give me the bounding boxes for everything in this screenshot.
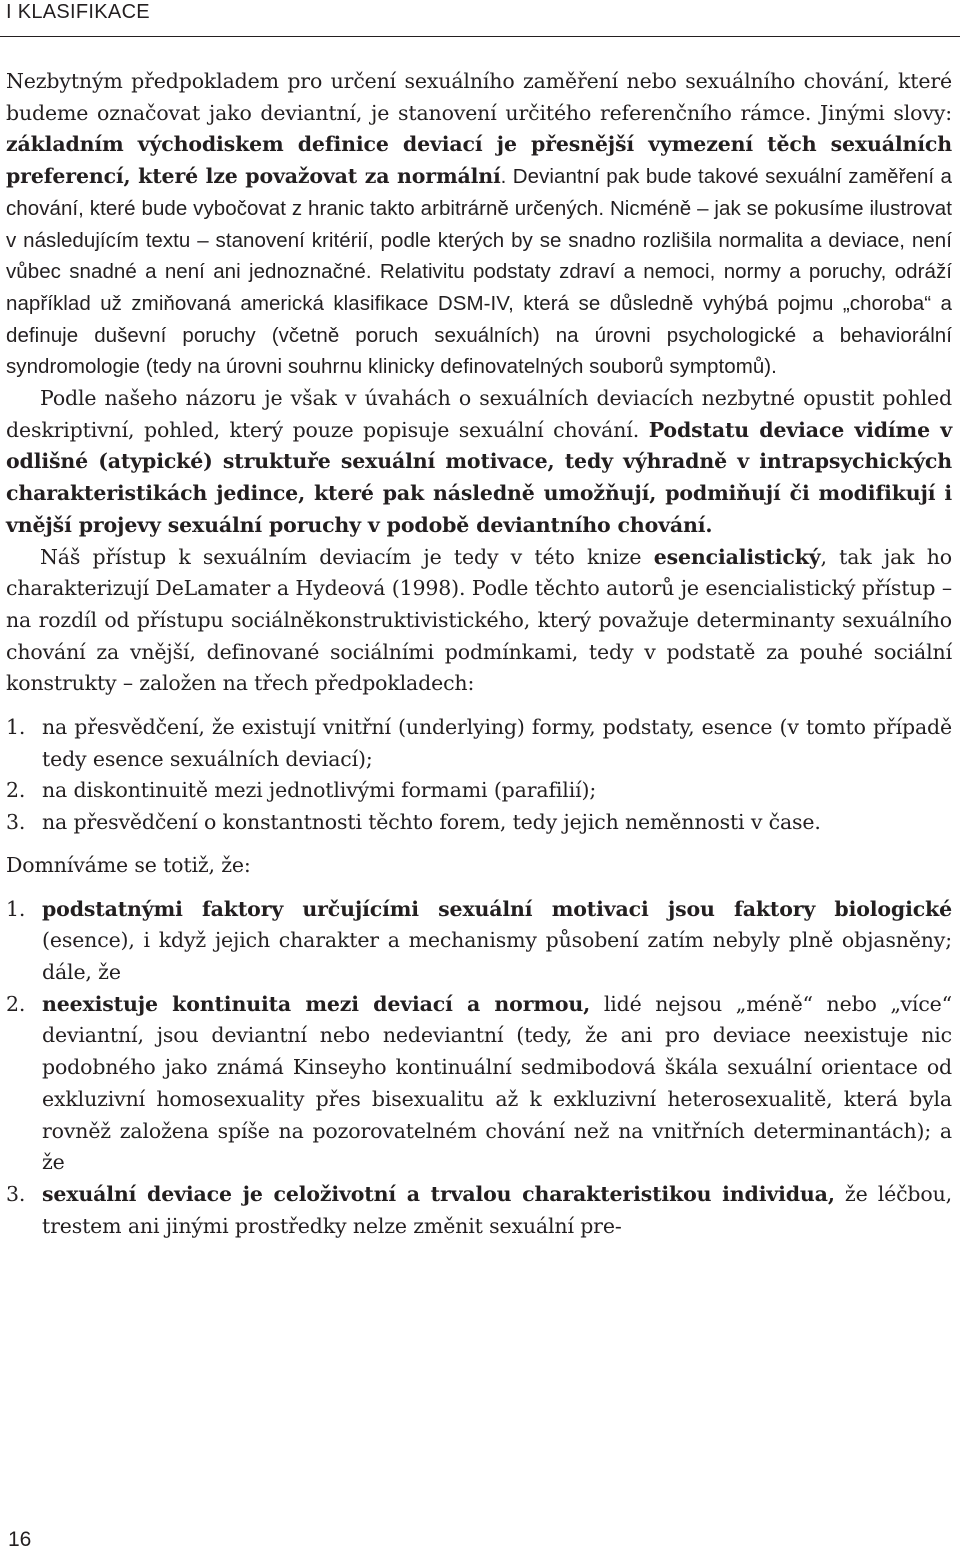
list-item-rest: že léčbou, trestem ani jinými prostředky nelze změnit sexuální pre- bbox=[42, 1181, 952, 1238]
list-item bbox=[6, 775, 952, 807]
list-item-number: 2. bbox=[6, 991, 26, 1016]
paragraph-1-text: Nezbytným předpokladem pro určení sexuálního zaměření nebo sexuálního chování, které budeme označovat jako deviantní, je stanovení určitého referenčního rámce. Jinými slovy: bbox=[6, 69, 952, 125]
list-item-number: 1. bbox=[6, 896, 26, 921]
list-item-emphasis: sexuální deviace je celoživotní a trvalou charakteristikou individua, bbox=[42, 1181, 835, 1206]
list-item-emphasis: neexistuje kontinuita mezi deviací a normou, bbox=[42, 991, 591, 1016]
list-item-text: na diskontinuitě mezi jednotlivými formami (parafilií); bbox=[42, 778, 597, 803]
claims-list bbox=[6, 894, 952, 1243]
list-item bbox=[6, 807, 952, 839]
list-item-text bbox=[42, 894, 952, 989]
list-item bbox=[6, 989, 952, 1179]
paragraph-2-text: Podle našeho názoru je však v úvahách o sexuálních deviacích nezbytné opustit pohled deskriptivní, pohled, který pouze popisuje sexuální chování. bbox=[6, 386, 952, 442]
list-item-number: 3. bbox=[6, 1181, 26, 1206]
paragraph-3-text-continued: , tak jak ho charakterizují DeLamater a Hydeová (1998). Podle těchto autorů je esencialistický přístup – na rozdíl od přístupu sociálněkonstruktivistického, který považuje determinanty sexuálního chování za vnější, definované sociálními podmínkami, tedy v podstatě za pouhé sociální konstrukty – založen na třech předpokladech: bbox=[6, 544, 952, 696]
paragraph-1-text-continued: . Deviantní pak bude takové sexuální zaměření a chování, které bude vybočovat z hranic takto arbitrárně určených. Nicméně – jak se pokusíme ilustrovat v následujícím textu – stanovení kritérií, podle kterých by se snadno rozlišila normalita a deviace, není vůbec snadné a není ani jednoznačné. Relativitu podstaty zdraví a nemoci, normy a poruchy, odráží například už zmiňovaná americká klasifikace DSM-IV, která se důsledně vyhýbá pojmu „choroba“ a definuje duševní poruchy (včetně poruch sexuálních) na úrovni psychologické a behaviorální syndromologie (tedy na úrovni souhrnu klinicky definovatelných souborů symptomů). bbox=[6, 165, 952, 379]
paragraph-3-emphasis: esencialistický bbox=[653, 544, 821, 569]
paragraph-3-text: Náš přístup k sexuálním deviacím je tedy v této knize bbox=[40, 544, 654, 569]
assumptions-list bbox=[6, 712, 952, 839]
list-item-text bbox=[42, 1179, 952, 1242]
page-number: 16 bbox=[8, 1528, 32, 1551]
paragraph-4: Domníváme se totiž, že: bbox=[6, 852, 251, 877]
list-item-number: 2. bbox=[6, 778, 26, 803]
paragraph-3 bbox=[6, 542, 952, 701]
list-item-text bbox=[42, 989, 952, 1179]
chapter-label: I KLASIFIKACE bbox=[6, 1, 150, 23]
paragraph-1-emphasis: základním východiskem definice deviací je přesnější vymezení těch sexuálních preferencí, které lze považovat za normální bbox=[6, 132, 952, 189]
list-item bbox=[6, 1179, 952, 1242]
list-item bbox=[6, 712, 952, 775]
list-item-number: 1. bbox=[6, 715, 26, 740]
paragraph-1 bbox=[6, 66, 952, 383]
running-header bbox=[0, 0, 960, 37]
list-item-text: na přesvědčení, že existují vnitřní (underlying) formy, podstaty, esence (v tomto případě tedy esence sexuálních deviací); bbox=[42, 715, 952, 771]
list-item-number: 3. bbox=[6, 810, 26, 835]
list-item-rest: (esence), i když jejich charakter a mechanismy působení zatím nebyly plně objasněny; dále, že bbox=[42, 928, 952, 984]
paragraph-2 bbox=[6, 383, 952, 542]
list-item bbox=[6, 894, 952, 989]
paragraph-2-emphasis: Podstatu deviace vidíme v odlišné (atypické) struktuře sexuální motivace, tedy výhradně v intrapsychických charakteristikách jedince, které pak následně umožňují, podmiňují či modifikují i vnější projevy sexuální poruchy v podobě deviantního chování. bbox=[6, 417, 952, 537]
list-item-text: na přesvědčení o konstantnosti těchto forem, tedy jejich neměnnosti v čase. bbox=[42, 810, 821, 835]
body-text bbox=[6, 66, 952, 1242]
list-item-rest: lidé nejsou „méně“ nebo „více“ deviantní, jsou deviantní nebo nedeviantní (tedy, že ani pro deviace neexistuje nic podobného jako známá Kinseyho kontinuální sedmibodová škála sexuální orientace od exkluzivní homosexuality přes bisexualitu až k exkluzivní heterosexualitě, která byla rovněž založena spíše na pozorovatelném chování než na vnitřních determinantách); a že bbox=[42, 991, 952, 1175]
list-item-emphasis: podstatnými faktory určujícími sexuální motivaci jsou faktory biologické bbox=[42, 896, 952, 921]
